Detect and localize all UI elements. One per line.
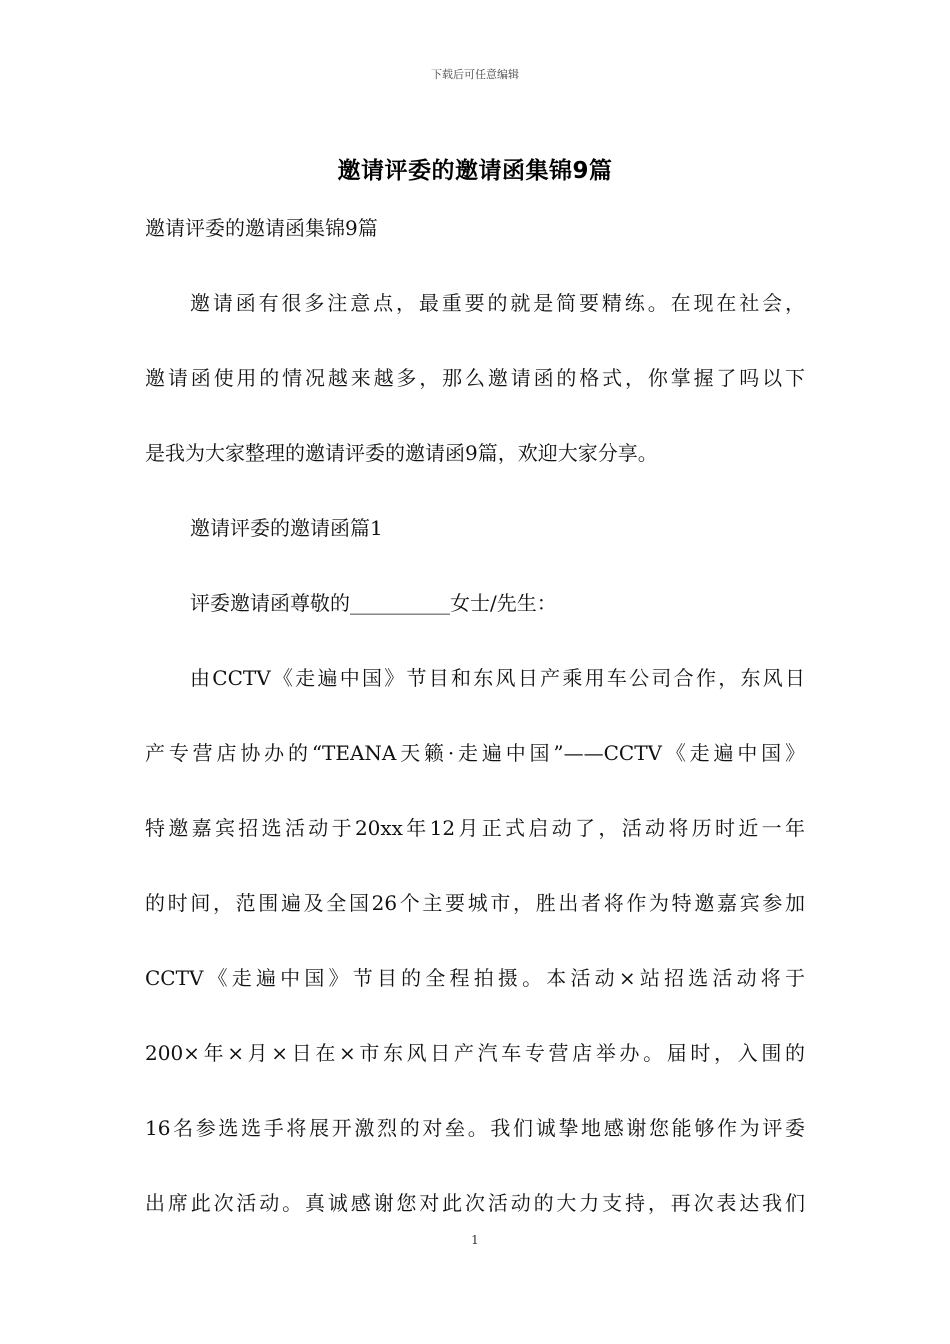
salutation-line: 评委邀请函尊敬的__________女士/先生： bbox=[190, 591, 557, 615]
paragraph-line: 产专营店协办的“TEANA天籁·走遍中国”——CCTV《走遍中国》 bbox=[145, 741, 805, 765]
page-header: 下载后可任意编辑 bbox=[431, 68, 519, 81]
paragraph-line: 16名参选选手将展开激烈的对垒。我们诚挚地感谢您能够作为评委 bbox=[145, 1116, 805, 1140]
paragraph-line: 特邀嘉宾招选活动于20xx年12月正式启动了，活动将历时近一年 bbox=[145, 816, 805, 840]
paragraph-line: 由CCTV《走遍中国》节目和东风日产乘用车公司合作，东风日 bbox=[190, 666, 805, 690]
paragraph-line: 邀请函使用的情况越来越多，那么邀请函的格式，你掌握了吗以下 bbox=[145, 366, 805, 390]
paragraph-line: CCTV《走遍中国》节目的全程拍摄。本活动×站招选活动将于 bbox=[145, 966, 805, 990]
paragraph-line: 是我为大家整理的邀请评委的邀请函9篇，欢迎大家分享。 bbox=[145, 441, 658, 465]
subtitle-line: 邀请评委的邀请函集锦9篇 bbox=[145, 216, 378, 240]
paragraph-line: 的时间，范围遍及全国26个主要城市，胜出者将作为特邀嘉宾参加 bbox=[145, 891, 805, 915]
paragraph-line: 200×年×月×日在×市东风日产汽车专营店举办。届时，入围的 bbox=[145, 1041, 805, 1065]
section-heading: 邀请评委的邀请函篇1 bbox=[190, 516, 383, 540]
paragraph-line: 出席此次活动。真诚感谢您对此次活动的大力支持，再次表达我们 bbox=[145, 1191, 805, 1215]
page-number: 1 bbox=[471, 1233, 479, 1247]
paragraph-line: 邀请函有很多注意点，最重要的就是简要精练。在现在社会， bbox=[190, 291, 805, 315]
document-title: 邀请评委的邀请函集锦9篇 bbox=[337, 158, 613, 184]
